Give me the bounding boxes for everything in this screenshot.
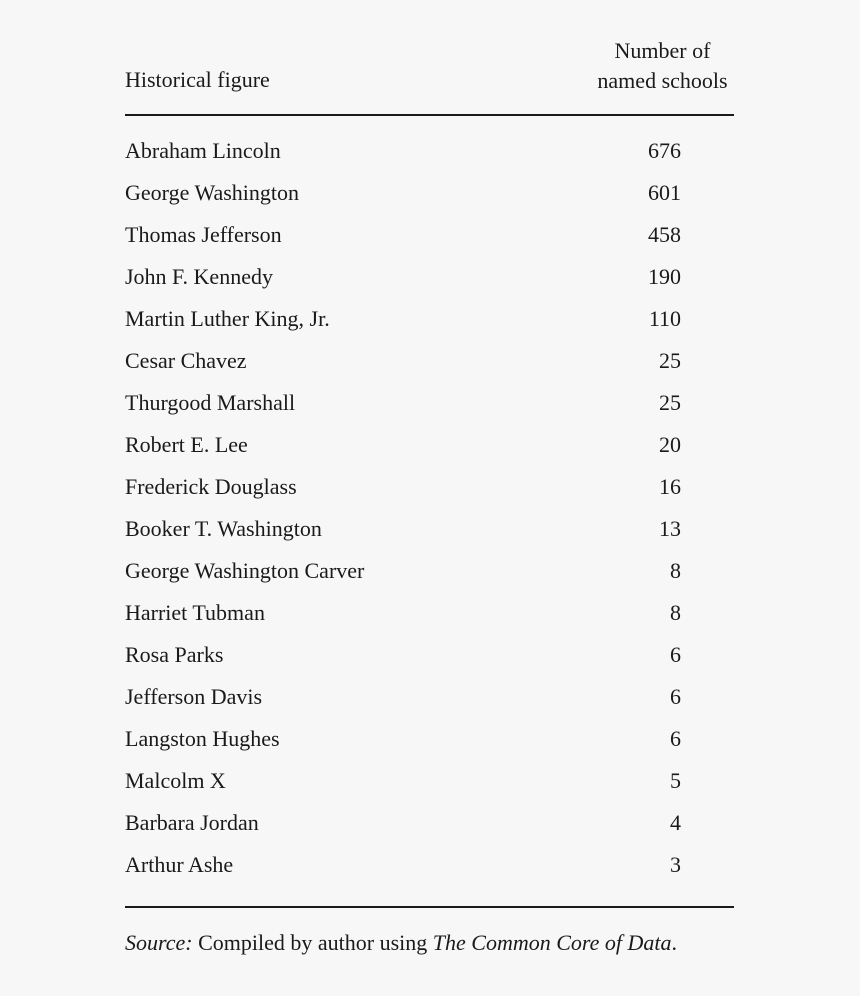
school-count: 5 [670, 768, 681, 793]
figure-name: George Washington [125, 180, 300, 205]
figure-name: Rosa Parks [125, 642, 224, 667]
table-row [125, 214, 734, 256]
school-count: 676 [648, 138, 681, 163]
school-count: 110 [648, 306, 681, 331]
table-row [125, 634, 734, 676]
school-count: 6 [670, 642, 681, 667]
figure-name: Barbara Jordan [125, 810, 259, 835]
header-historical-figure: Historical figure [125, 67, 270, 92]
figure-name: George Washington Carver [125, 558, 365, 583]
source-title: The Common Core of Data [432, 930, 672, 955]
school-count: 16 [659, 474, 681, 499]
figure-name: Abraham Lincoln [125, 138, 281, 163]
table-row [125, 844, 734, 886]
source-text: Compiled by author using [192, 930, 433, 955]
table-row [125, 718, 734, 760]
table-row [125, 466, 734, 508]
figure-name: Langston Hughes [125, 726, 280, 751]
table-row [125, 676, 734, 718]
table-row [125, 592, 734, 634]
source-label: Source: [125, 930, 193, 955]
school-count: 458 [648, 222, 681, 247]
source-end: . [671, 930, 678, 955]
figure-name: Arthur Ashe [125, 852, 234, 877]
table-row [125, 130, 734, 172]
school-count: 3 [670, 852, 681, 877]
figure-name: Malcolm X [125, 768, 226, 793]
figure-name: Martin Luther King, Jr. [125, 306, 330, 331]
table-row [125, 802, 734, 844]
school-count: 13 [659, 516, 681, 541]
figure-name: Robert E. Lee [125, 432, 248, 457]
school-count: 4 [670, 810, 681, 835]
figure-name: Thurgood Marshall [125, 390, 296, 415]
school-count: 6 [670, 684, 681, 709]
figure-name: Harriet Tubman [125, 600, 265, 625]
figure-name: Frederick Douglass [125, 474, 297, 499]
table-row [125, 382, 734, 424]
top-rule [125, 114, 734, 116]
table-row [125, 424, 734, 466]
table-body [125, 130, 734, 886]
school-count: 8 [670, 600, 681, 625]
school-count: 25 [659, 348, 681, 373]
table-row [125, 508, 734, 550]
bottom-rule [125, 906, 734, 908]
header-count-line2: named schools [597, 68, 728, 93]
schools-table [125, 0, 734, 955]
table-row [125, 256, 734, 298]
school-count: 25 [659, 390, 681, 415]
figure-name: Cesar Chavez [125, 348, 247, 373]
school-count: 20 [659, 432, 681, 457]
figure-name: Thomas Jefferson [125, 222, 282, 247]
school-count: 601 [648, 180, 681, 205]
table-row [125, 550, 734, 592]
table-row [125, 298, 734, 340]
school-count: 8 [670, 558, 681, 583]
source-note [125, 928, 677, 958]
table-row [125, 760, 734, 802]
header-number-of-schools [534, 36, 734, 96]
figure-name: Booker T. Washington [125, 516, 322, 541]
table-row [125, 172, 734, 214]
table-header [125, 0, 734, 115]
school-count: 190 [648, 264, 681, 289]
school-count: 6 [670, 726, 681, 751]
table-row [125, 340, 734, 382]
header-count-line1: Number of [614, 38, 711, 63]
figure-name: Jefferson Davis [125, 684, 263, 709]
figure-name: John F. Kennedy [125, 264, 273, 289]
